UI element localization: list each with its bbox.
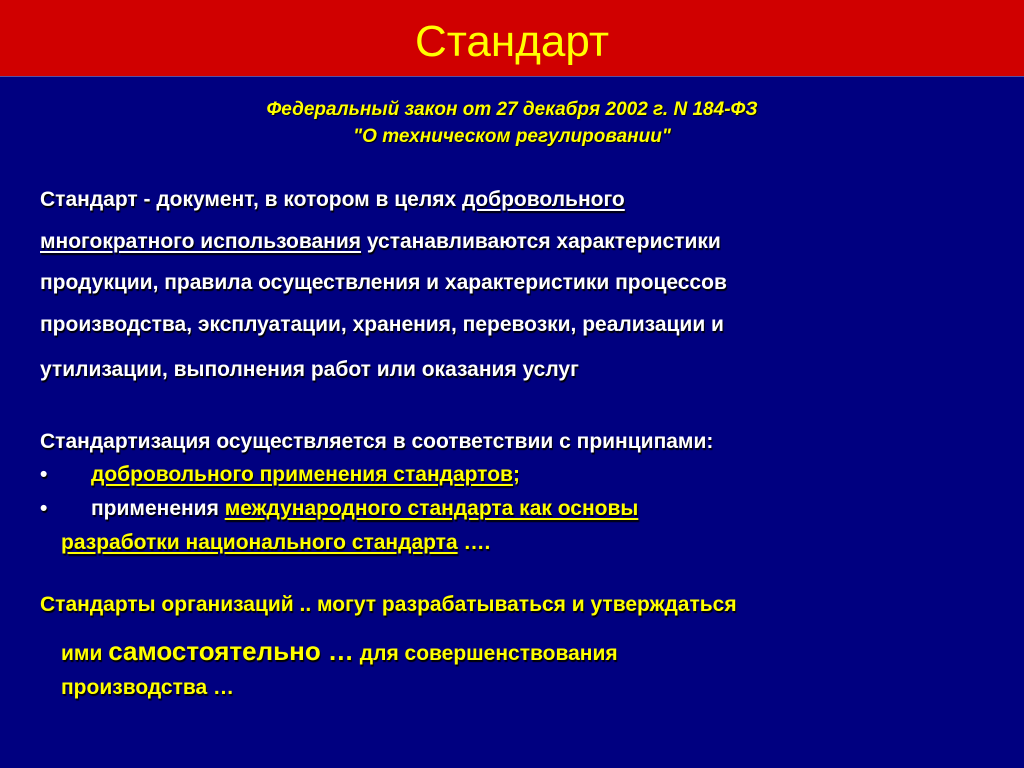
slide-title: Стандарт <box>414 17 609 66</box>
independently-emphasis: самостоятельно … <box>108 636 354 666</box>
definition-text: устанавливаются характеристики <box>361 230 721 253</box>
voluntary-underlined: добровольного <box>461 188 625 211</box>
definition-line-5: утилизации, выполнения работ или оказания услуг <box>40 358 579 381</box>
principles-heading: Стандартизация осуществляется в соответствии с принципами: <box>40 430 714 453</box>
organizations-line-2 <box>61 636 618 667</box>
definition-line-4: производства, эксплуатации, хранения, перевозки, реализации и <box>40 313 724 336</box>
definition-line-2 <box>40 230 721 254</box>
national-standard-underlined: разработки национального стандарта <box>61 531 458 554</box>
repeated-use-underlined: многократного использования <box>40 230 362 253</box>
definition-line-3: продукции, правила осуществления и характеристики процессов <box>40 271 727 294</box>
organizations-line-3: производства … <box>61 676 235 699</box>
principle-1-end: ; <box>512 463 520 486</box>
definition-text: Стандарт - документ, в котором в целях <box>40 188 462 211</box>
principle-2-text: применения <box>91 497 225 520</box>
principle-2-ellipsis: …. <box>457 531 491 554</box>
law-reference <box>0 96 1024 150</box>
organizations-line-1: Стандарты организаций .. могут разрабатываться и утверждаться <box>40 593 737 616</box>
bullet-icon: • <box>40 463 48 486</box>
organizations-text: ими <box>61 642 109 665</box>
law-line-2: "О техническом регулировании" <box>353 126 671 147</box>
law-line-1: Федеральный закон от 27 декабря 2002 г. N 184-ФЗ <box>266 99 758 120</box>
definition-line-1 <box>40 188 625 212</box>
bullet-icon: • <box>40 497 48 520</box>
organizations-text: для совершенствования <box>353 642 618 665</box>
principle-item-2-cont <box>61 531 490 555</box>
principle-1-text: добровольного применения стандартов <box>91 463 513 486</box>
international-standard-underlined: международного стандарта как основы <box>224 497 639 520</box>
